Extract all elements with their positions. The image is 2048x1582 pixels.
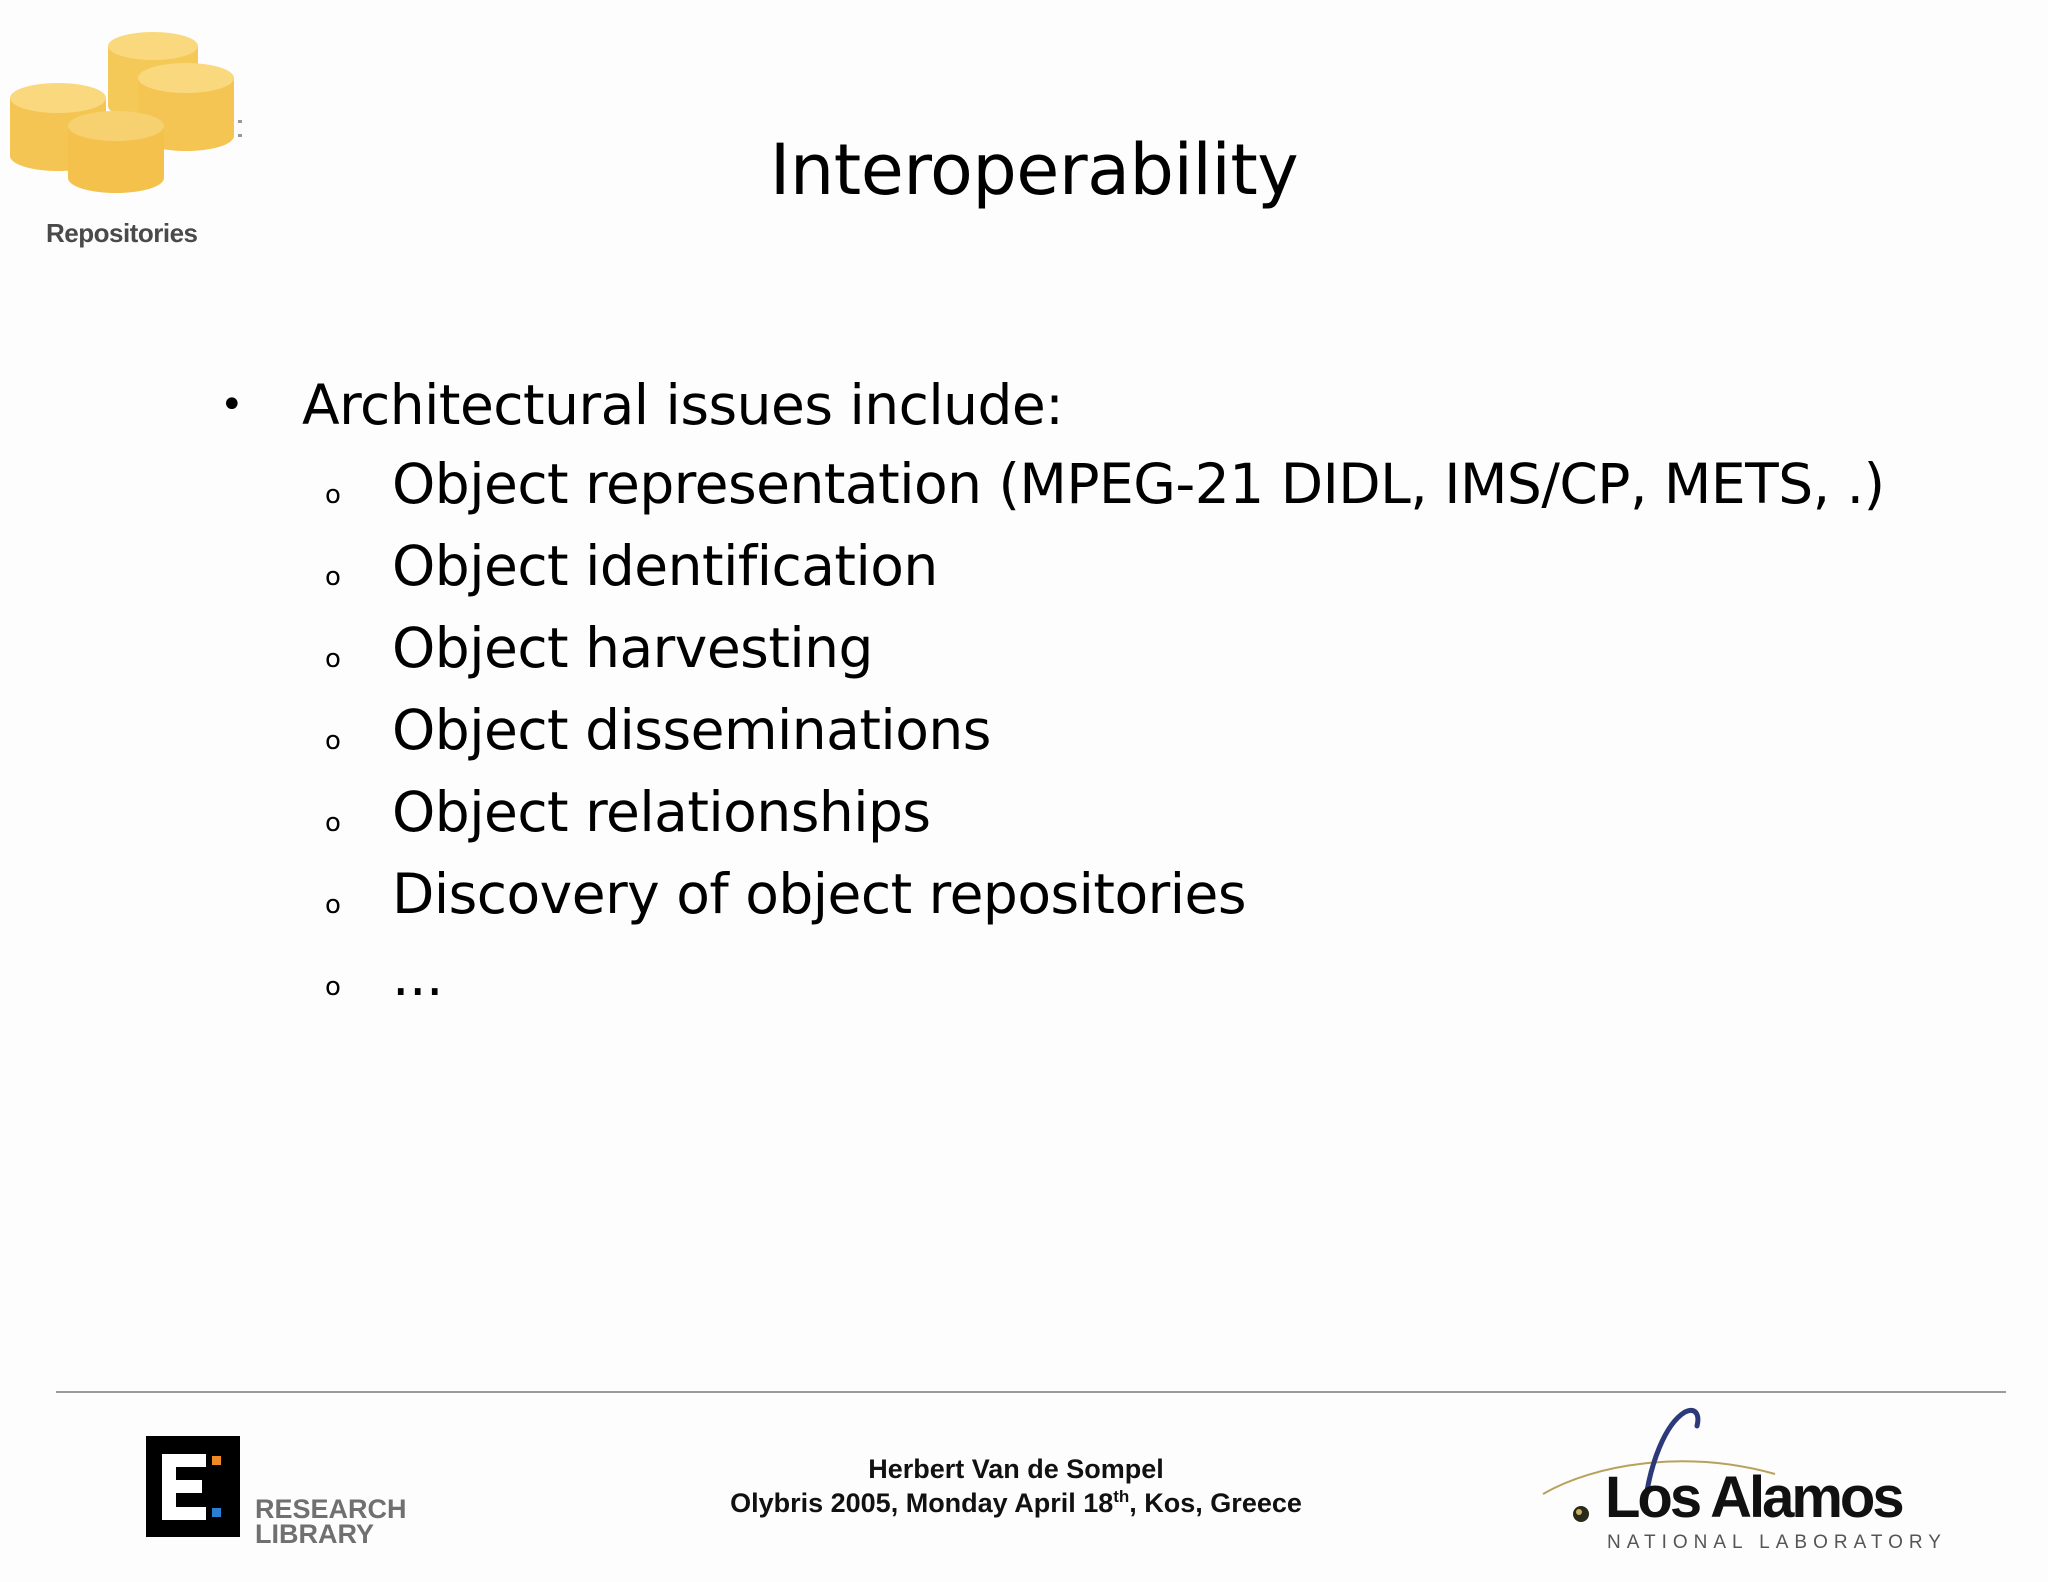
list-item-text: Object harvesting <box>392 616 873 680</box>
research-library-line2: LIBRARY <box>255 1519 374 1549</box>
list-item <box>320 777 1970 859</box>
sub-bullet-list <box>320 449 1970 1023</box>
sub-bullet-marker: o <box>325 726 341 756</box>
list-item <box>320 941 1970 1023</box>
footer-credits <box>560 1452 1472 1520</box>
event-prefix: Olybris 2005, Monday April 18 <box>730 1488 1114 1518</box>
list-item-text: Object relationships <box>392 780 931 844</box>
list-item <box>320 695 1970 777</box>
event-suffix: , Kos, Greece <box>1129 1488 1302 1518</box>
sub-bullet-marker: o <box>325 480 341 510</box>
los-alamos-name: Los Alamos <box>1605 1465 1902 1530</box>
slide-title: Interoperability <box>769 129 1299 211</box>
list-item <box>320 613 1970 695</box>
sub-bullet-marker: o <box>325 562 341 592</box>
research-library-line1: RESEARCH <box>255 1494 407 1524</box>
sub-bullet-marker: o <box>325 644 341 674</box>
sub-bullet-marker: o <box>325 890 341 920</box>
list-item <box>320 859 1970 941</box>
event-line <box>560 1486 1472 1520</box>
list-item-text: Discovery of object repositories <box>392 862 1247 926</box>
presenter-name: Herbert Van de Sompel <box>868 1454 1164 1484</box>
list-item-text: ... <box>392 944 443 1008</box>
bullet-text: Architectural issues include: <box>302 373 1064 437</box>
los-alamos-logo <box>1535 1404 1955 1554</box>
sub-bullet-marker: o <box>325 808 341 838</box>
research-library-mark-icon <box>146 1436 240 1537</box>
list-item <box>320 531 1970 613</box>
list-item <box>320 449 1970 531</box>
sub-bullet-marker: o <box>325 972 341 1002</box>
footer-divider <box>56 1391 2006 1393</box>
event-superscript: th <box>1113 1487 1130 1506</box>
list-item-text: Object identification <box>392 534 938 598</box>
list-item-text: Object disseminations <box>392 698 991 762</box>
list-item-text: Object representation (MPEG-21 DIDL, IMS/CP, METS, .) <box>392 452 1885 516</box>
repositories-label: Repositories <box>46 218 198 248</box>
national-laboratory-label: NATIONAL LABORATORY <box>1607 1532 1947 1553</box>
bullet-marker: • <box>220 382 244 428</box>
